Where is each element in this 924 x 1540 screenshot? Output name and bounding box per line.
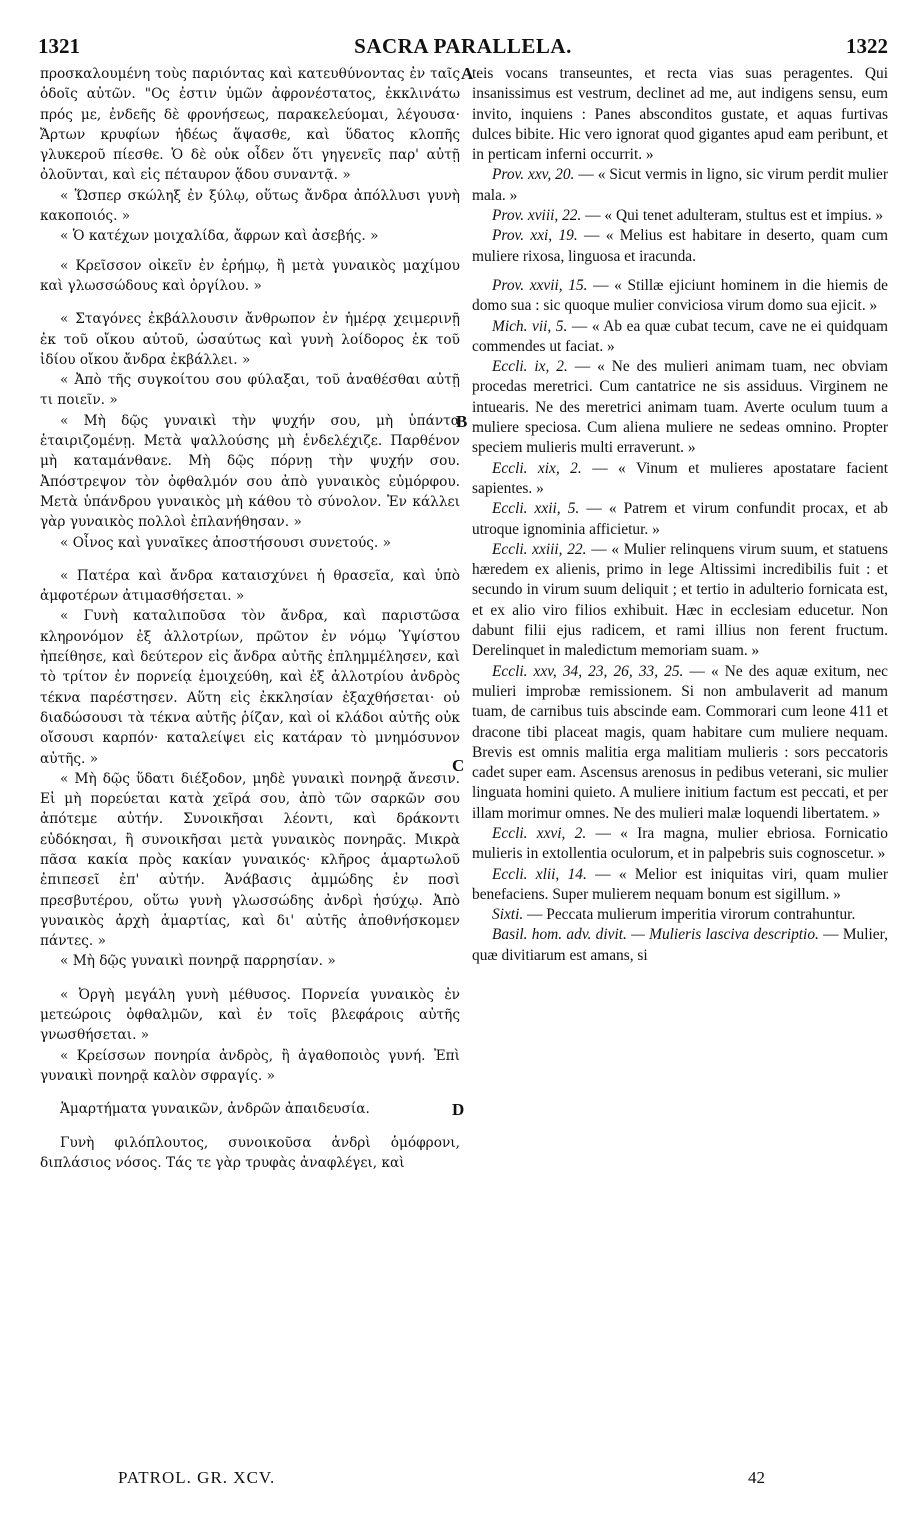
latin-text: — « Melior est iniquitas viri, quam mulier benefaciens. Super mulierem nequam bonum est sigillum. » xyxy=(472,865,889,903)
latin-paragraph xyxy=(472,226,888,267)
latin-paragraph xyxy=(472,459,888,500)
greek-paragraph: « Ὀργὴ μεγάλη γυνὴ μέθυσος. Πορνεία γυναικὸς ἐν μετεώροις ὀφθαλμῶν, καὶ ἐν τοῖς βλεφάροις αὐτῆς γνωσθήσεται. » xyxy=(40,986,460,1044)
latin-text: — « Qui tenet adulteram, stultus est et impius. » xyxy=(581,207,884,225)
scripture-reference: Eccli. xxv, 34, 23, 26, 33, 25. xyxy=(492,662,684,680)
margin-letter-c: C xyxy=(452,756,465,775)
scripture-reference: Prov. xxv, 20. xyxy=(492,166,575,184)
scripture-reference: Eccli. xxvi, 2. xyxy=(492,824,587,842)
greek-paragraph: « Κρεῖσσον οἰκεῖν ἐν ἐρήμῳ, ἢ μετὰ γυναικὸς μαχίμου καὶ γλωσσώδους καὶ ὀργίλου. » xyxy=(40,257,460,294)
greek-paragraph: « Μὴ δῷς γυναικὶ πονηρᾷ παρρησίαν. » xyxy=(60,953,336,970)
scripture-reference: Sixti. xyxy=(492,906,524,924)
greek-paragraph: « Ὁ κατέχων μοιχαλίδα, ἄφρων καὶ ἀσεβής. » xyxy=(60,228,379,245)
scripture-reference: Eccli. xlii, 14. xyxy=(492,865,587,883)
latin-paragraph xyxy=(472,165,888,206)
greek-paragraph: προσκαλουμένη τοὺς παριόντας καὶ κατευθύνοντας ἐν ταῖς ὁδοῖς αὐτῶν. "Ος ἐστιν ὑμῶν ἀφρονέστατος, ἐκκλινάτω πρός με, ἐνδεῆς δὲ φρονήσεως, παρακελεύομαι, λέγουσα· Ἄρτων κρυφίων ἡδέως ἅψασθε, καὶ ὕδατος κλοπῆς γλυκεροῦ πίεσθε. Ὁ δὲ οὐκ οἶδεν ὅτι γηγενεῖς παρ' αὐτῇ ὀλοῦνται, καὶ εἰς πέταυρον ᾅδου συναντᾷ. » xyxy=(40,66,460,184)
latin-text: — « Vinum et mulieres apostatare facient sapientes. » xyxy=(472,459,888,497)
latin-text: — « Sicut vermis in ligno, sic virum perdit mulier mala. » xyxy=(472,166,888,204)
latin-paragraph xyxy=(472,540,888,662)
latin-paragraph xyxy=(472,64,888,165)
latin-text: — « Ira magna, mulier ebriosa. Fornicatio mulieris in extollentia oculorum, et in palpebris suis cognoscetur. » xyxy=(472,824,888,863)
latin-column xyxy=(472,64,888,966)
latin-text: — Peccata mulierum imperitia virorum contrahuntur. xyxy=(523,906,856,924)
scripture-reference: Eccli. xxii, 5. xyxy=(492,500,580,518)
greek-heading: Ἁμαρτήματα γυναικῶν, ἀνδρῶν ἀπαιδευσία. xyxy=(60,1101,370,1118)
latin-text: — « Ne des mulieri animam tuam, nec obviam procedas meretrici. Cum cantatrice ne sis assiduus. Virginem ne intuearis. Ne des meretrici animam tuam. Averte oculum tuum a muliere speciosa. Cum aliena muliere ne sedeas omnino. Propter speciem mulieris multi erraverunt. » xyxy=(472,358,888,457)
latin-text: — « Ne des aquæ exitum, nec mulieri improbæ remissionem. Si non ambulaverit ad manum tuam, de carnibus tuis abscinde eam. Commorari cum leone 411 et dracone tibi placeat magis, quam habitare cum muliere nequam. Brevis est omnis malitia erga malitiam mulieris : sors peccatoris cadet super eam. Ascensus arenosus in pedibus veterani, sic mulier linguata homini quieto. A muliere initium factum est peccati, et per illam morimur omnes. Ne des mulieri malæ loquendi libertatem. » xyxy=(472,662,888,822)
latin-paragraph xyxy=(472,317,888,358)
scripture-reference: Eccli. xxiii, 22. xyxy=(492,540,587,558)
greek-paragraph: « Οἶνος καὶ γυναῖκες ἀποστήσουσι συνετούς. » xyxy=(60,534,392,551)
greek-paragraph: « Κρείσσων πονηρία ἀνδρὸς, ἢ ἀγαθοποιὸς γυνή. Ἐπὶ γυναικὶ πονηρᾷ καλὸν σφραγίς. » xyxy=(40,1047,460,1084)
greek-paragraph: « Ὥσπερ σκώληξ ἐν ξύλῳ, οὕτως ἄνδρα ἀπόλλυσι γυνὴ κακοποιός. » xyxy=(40,187,460,225)
latin-text: — « Patrem et virum confundit procax, et ab utroque ignominia afficietur. » xyxy=(472,500,888,538)
greek-paragraph: « Γυνὴ καταλιποῦσα τὸν ἄνδρα, καὶ παριστῶσα κληρονόμον ἐξ ἀλλοτρίων, πρῶτον ἐν νόμῳ Ὑψίστου ἠπείθησε, καὶ δεύτερον εἰς ἄνδρα αὐτῆς ἐπλημμέλησεν, καὶ τὸ τρίτον ἐν πορνείᾳ ἐμοιχεύθη, καὶ ἐξ ἀλλοτρίου ἀνδρὸς τέκνα παρέστησεν. Αὕτη εἰς ἐκκλησίαν ἐξαχθήσεται· οὐ διαδώσουσι τὰ τέκνα αὐτῆς ῥίζαν, καὶ οἱ κλάδοι αὐτῆς οὐκ οἴσουσι καρπόν· καταλείψει εἰς κατάραν τὸ μνημόσυνον αὐτῆς. » xyxy=(40,608,460,767)
latin-text: — Mulier, quæ divitiarum est amans, si xyxy=(472,926,888,964)
latin-paragraph xyxy=(472,662,888,824)
greek-paragraph: Γυνὴ φιλόπλουτος, συνοικοῦσα ἀνδρὶ ὁμόφρονι, διπλάσιος νόσος. Τάς τε γὰρ τρυφὰς ἀναφλέγει, καὶ xyxy=(40,1134,460,1171)
latin-paragraph xyxy=(472,276,888,317)
latin-text: teis vocans transeuntes, et recta vias suas peragentes. Qui insanissimus est vestrum, declinet ad me, aut indigens sensu, eum invito, inquiens : Panes absconditos gustate, et aquas furtivas dulces bibite. Hic vero ignorat quod gigantes apud eam peribunt, et in perticam inferni occurrit. » xyxy=(472,65,888,164)
greek-paragraph: « Πατέρα καὶ ἄνδρα καταισχύνει ἡ θρασεῖα, καὶ ὑπὸ ἀμφοτέρων ἀτιμασθήσεται. » xyxy=(40,567,460,605)
left-page-number: 1321 xyxy=(38,34,80,58)
scripture-reference: Eccli. ix, 2. xyxy=(492,358,568,376)
scripture-reference: Mich. vii, 5. xyxy=(492,317,568,335)
latin-paragraph xyxy=(472,925,888,966)
margin-letter-b: B xyxy=(456,412,468,431)
footer-volume: PATROL. GR. XCV. xyxy=(118,1468,276,1487)
margin-letter-a: A xyxy=(461,64,474,83)
page-header xyxy=(38,34,888,60)
latin-text: — « Mulier relinquens virum suum, et statuens hæredem ex alienis, primo in lege Altissimi incredibilis fuit : et secundo in virum suum deliquit ; et tertio in adulterio fornicata est, et ex alio viro filios exhibuit. Hæc in ecclesiam educetur. Non dabunt filii ejus radicem, et rami illius non ferent fructum. Derelinquet in maledictum memoriam suam. » xyxy=(472,540,888,660)
right-page-number: 1322 xyxy=(846,34,888,58)
latin-paragraph xyxy=(472,824,888,865)
running-title: SACRA PARALLELA. xyxy=(354,34,572,58)
greek-paragraph: « Μὴ δῷς ὕδατι διέξοδον, μηδὲ γυναικὶ πονηρᾷ ἄνεσιν. Εἰ μὴ πορεύεται κατὰ χεῖρά σου, ἀπὸ τῶν σαρκῶν σου ἀπότεμε αὐτήν. Συνοικῆσαι λέοντι, καὶ δράκοντι εὐδόκησαι, ἢ συνοικῆσαι μετὰ γυναικὸς πονηρᾶς. Μικρὰ πᾶσα κακία πρὸς κακίαν γυναικός· κλῆρος ἁμαρτωλοῦ ἐπιπεσεῖ ἐπ' αὐτήν. Ἀνάβασις ἀμμώδης ἐν ποσὶ πρεσβυτέρου, οὕτω γυνὴ γλωσσώδης ἀνδρὶ ἡσύχῳ. Ἀπὸ γυναικὸς ἀρχὴ ἁμαρτίας, καὶ δι' αὐτῆς ἀποθνήσκομεν πάντες. » xyxy=(40,770,460,950)
latin-paragraph xyxy=(472,206,888,226)
greek-paragraph: « Μὴ δῷς γυναικὶ τὴν ψυχήν σου, μὴ ὑπάντα ἑταιριζομένῃ. Μετὰ ψαλλούσης μὴ ἐνδελέχιζε. Παρθένον μὴ καταμάνθανε. Μὴ δῷς πόρνῃ τὴν ψυχήν σου. Ἀπόστρεψον τὸν ὀφθαλμόν σου ἀπὸ γυναικὸς εὐμόρφου. Μετὰ ὑπάνδρου γυναικὸς μὴ κάθου τὸ σύνολον. Ἐν κάλλει γὰρ γυναικὸς πολλοὶ ἐπλανήθησαν. » xyxy=(40,412,460,531)
scripture-reference: Eccli. xix, 2. xyxy=(492,459,582,477)
latin-paragraph xyxy=(472,905,888,925)
latin-paragraph xyxy=(472,357,888,458)
margin-letter-d: D xyxy=(452,1100,465,1119)
scripture-reference: Prov. xxvii, 15. xyxy=(492,276,588,294)
footer-signature: 42 xyxy=(748,1468,765,1487)
latin-paragraph xyxy=(472,499,888,540)
scripture-reference: Basil. hom. adv. divit. — Mulieris lasciva descriptio. xyxy=(492,926,819,944)
latin-text: — « Ab ea quæ cubat tecum, cave ne ei quidquam commendes ut faciat. » xyxy=(472,317,888,355)
latin-paragraph xyxy=(472,865,888,906)
scripture-reference: Prov. xxi, 19. xyxy=(492,227,578,245)
latin-text: — « Stillæ ejiciunt hominem in die hiemis de domo sua : sic quoque mulier conviciosa virum domo sua ejicit. » xyxy=(472,276,888,315)
greek-paragraph: « Ἀπὸ τῆς συγκοίτου σου φύλαξαι, τοῦ ἀναθέσθαι αὐτῇ τι ποιεῖν. » xyxy=(40,372,460,409)
scripture-reference: Prov. xviii, 22. xyxy=(492,207,582,225)
latin-text: — « Melius est habitare in deserto, quam cum muliere rixosa, linguosa et iracunda. xyxy=(472,227,888,265)
greek-column xyxy=(40,64,460,1173)
greek-paragraph: « Σταγόνες ἐκβάλλουσιν ἄνθρωπον ἐν ἡμέρᾳ χειμερινῇ ἐκ τοῦ οἴκου αὐτοῦ, ὡσαύτως καὶ γυνὴ λοίδορος ἐκ τοῦ ἰδίου οἴκου ἄνδρα ἐκβάλλει. » xyxy=(40,311,460,368)
